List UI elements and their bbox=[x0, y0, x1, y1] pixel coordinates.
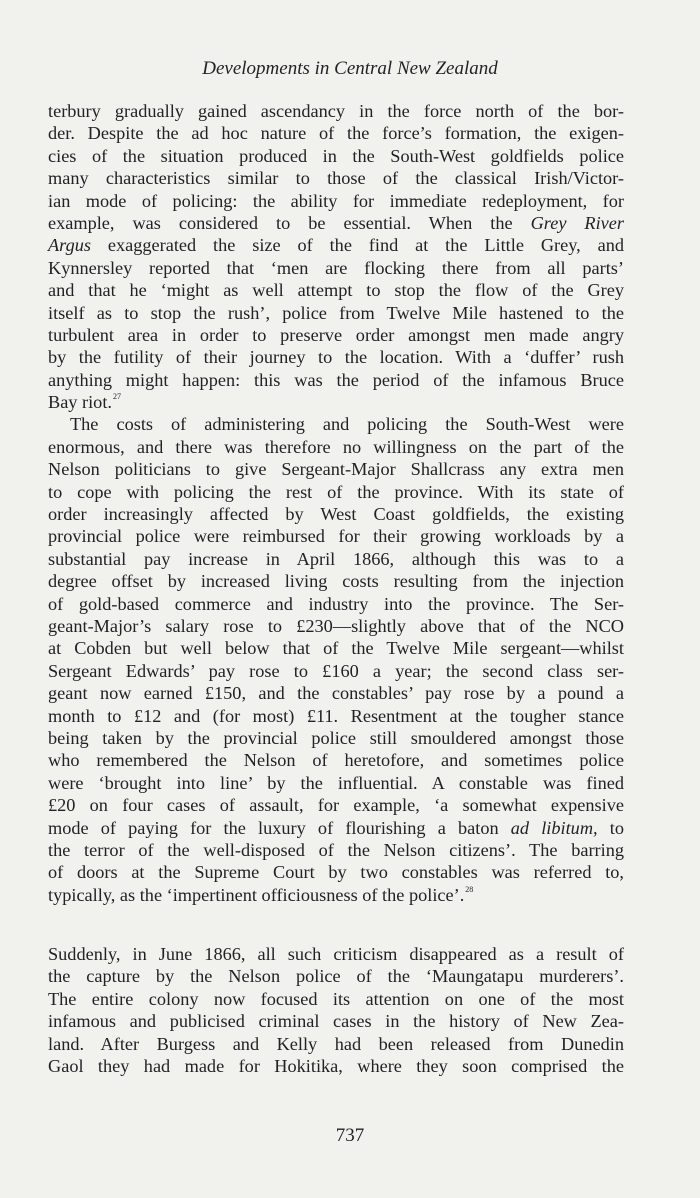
text-line: turbulent area in order to preserve order amongst men made angry bbox=[48, 324, 624, 345]
text-line: Gaol they had made for Hokitika, where they soon comprised the bbox=[48, 1055, 624, 1076]
page-number: 737 bbox=[335, 1125, 365, 1146]
running-head: Developments in Central New Zealand bbox=[202, 58, 498, 79]
text-line: The costs of administering and policing the South-West were bbox=[70, 414, 624, 435]
text-line: of gold-based commerce and industry into the province. The Ser- bbox=[48, 593, 624, 614]
text-line: order increasingly affected by West Coast goldfields, the existing bbox=[48, 504, 624, 525]
publication-title: Argus bbox=[48, 235, 91, 256]
text-line: land. After Burgess and Kelly had been released from Dunedin bbox=[48, 1033, 624, 1054]
footnote-ref-27: 27 bbox=[112, 392, 121, 402]
text-line: to cope with policing the rest of the province. With its state of bbox=[48, 481, 624, 502]
paragraph-1 bbox=[48, 100, 624, 413]
text-line: itself as to stop the rush’, police from Twelve Mile hastened to the bbox=[48, 302, 624, 323]
text-line: many characteristics similar to those of the classical Irish/Victor- bbox=[48, 168, 624, 189]
text-line: der. Despite the ad hoc nature of the force’s formation, the exigen- bbox=[48, 123, 624, 144]
text-line: provincial police were reimbursed for their growing workloads by a bbox=[48, 526, 624, 547]
text-segment: to bbox=[609, 817, 624, 838]
paragraph-3 bbox=[48, 943, 624, 1077]
text-line: The entire colony now focused its attention on one of the most bbox=[48, 988, 624, 1009]
text-line: who remembered the Nelson of heretofore, and sometimes police bbox=[48, 750, 624, 771]
text-line: terbury gradually gained ascendancy in the force north of the bor- bbox=[48, 101, 624, 121]
text-line: infamous and publicised criminal cases in the history of New Zea- bbox=[48, 1011, 624, 1032]
text-line: were ‘brought into line’ by the influential. A constable was fined bbox=[48, 772, 624, 793]
text-line: the capture by the Nelson police of the ‘Maungatapu murderers’. bbox=[48, 966, 624, 987]
text-segment: Bay riot. bbox=[48, 392, 112, 413]
text-line: Sergeant Edwards’ pay rose to £160 a year; the second class ser- bbox=[48, 660, 624, 681]
text-line: by the futility of their journey to the location. With a ‘duffer’ rush bbox=[48, 347, 624, 368]
text-line: month to £12 and (for most) £11. Resentment at the tougher stance bbox=[48, 705, 624, 726]
text-line: Nelson politicians to give Sergeant-Major Shallcrass any extra men bbox=[48, 459, 624, 480]
text-line bbox=[48, 212, 624, 234]
text-line: geant now earned £150, and the constables’ pay rose by a pound a bbox=[48, 683, 624, 704]
text-line bbox=[48, 884, 624, 906]
text-line bbox=[48, 817, 624, 839]
text-line: ian mode of policing: the ability for immediate redeployment, for bbox=[48, 190, 624, 211]
paragraph-2 bbox=[48, 413, 624, 906]
text-line: enormous, and there was therefore no willingness on the part of the bbox=[48, 436, 624, 457]
text-line bbox=[48, 391, 624, 413]
body-text-main bbox=[48, 100, 624, 906]
text-line: the terror of the well-disposed of the Nelson citizens’. The barring bbox=[48, 839, 624, 860]
text-segment: example, was considered to be essential. When the bbox=[48, 212, 513, 233]
text-segment: mode of paying for the luxury of flourishing a baton bbox=[48, 817, 499, 838]
text-line: substantial pay increase in April 1866, although this was to a bbox=[48, 548, 624, 569]
text-line: £20 on four cases of assault, for example, ‘a somewhat expensive bbox=[48, 795, 624, 816]
text-line: geant-Major’s salary rose to £230—slightly above that of the NCO bbox=[48, 615, 624, 636]
text-line: cies of the situation produced in the South-West goldfields police bbox=[48, 145, 624, 166]
text-line: Kynnersley reported that ‘men are flocking there from all parts’ bbox=[48, 257, 624, 278]
text-line: being taken by the provincial police still smouldered amongst those bbox=[48, 727, 624, 748]
text-line: and that he ‘might as well attempt to stop the flow of the Grey bbox=[48, 280, 624, 301]
latin-phrase: ad libitum, bbox=[510, 817, 598, 838]
text-line: degree offset by increased living costs resulting from the injection bbox=[48, 571, 624, 592]
text-line bbox=[48, 234, 624, 256]
text-segment: typically, as the ‘impertinent officiousness of the police’. bbox=[48, 884, 465, 905]
text-line: of doors at the Supreme Court by two constables was referred to, bbox=[48, 862, 624, 883]
text-segment: exaggerated the size of the find at the Little Grey, and bbox=[107, 235, 625, 256]
publication-title: Grey River bbox=[530, 212, 625, 233]
text-line: Suddenly, in June 1866, all such criticism disappeared as a result of bbox=[48, 944, 624, 964]
text-line: at Cobden but well below that of the Twelve Mile sergeant—whilst bbox=[48, 638, 624, 659]
text-line: anything might happen: this was the period of the infamous Bruce bbox=[48, 369, 624, 390]
footnote-ref-28: 28 bbox=[465, 884, 474, 894]
